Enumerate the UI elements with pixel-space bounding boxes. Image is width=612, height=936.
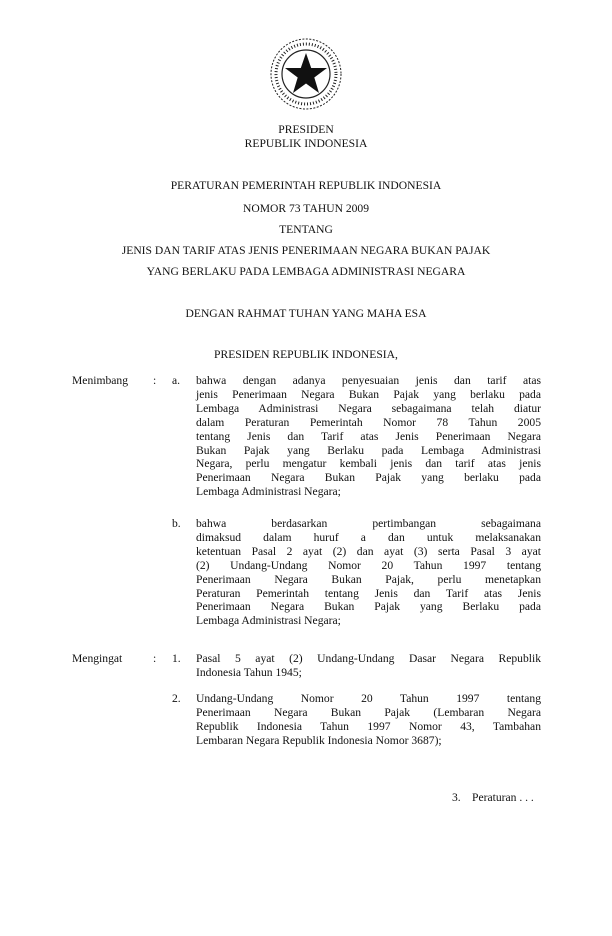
text-line: Penerimaan Negara Bukan Pajak, perlu menetapkan: [196, 572, 541, 586]
text-line: Lembaga Administrasi Negara;: [196, 614, 341, 628]
text-line: Bukan Pajak yang Berlaku pada Lembaga Administrasi: [196, 443, 541, 457]
text-line: Penerimaan Negara Bukan Pajak yang berlaku pada: [196, 471, 541, 485]
menimbang-label: Menimbang: [72, 374, 129, 387]
text-line: Peraturan Pemerintah tentang Jenis dan Tarif atas Jenis: [196, 586, 541, 600]
item-marker: 2.: [172, 692, 181, 705]
text-line: Lembaga Administrasi Negara;: [196, 485, 341, 499]
preamble: DENGAN RAHMAT TUHAN YANG MAHA ESA: [185, 307, 427, 320]
title-regulation: PERATURAN PEMERINTAH REPUBLIK INDONESIA: [170, 179, 442, 192]
mengingat-item-2: [196, 692, 541, 748]
text-line: Pasal 5 ayat (2) Undang-Undang Dasar Negara Republik: [196, 652, 541, 665]
text-line: Lembaga Administrasi Negara sebagaimana telah diatur: [196, 401, 541, 415]
text-line: Penerimaan Negara Bukan Pajak yang Berlaku pada: [196, 600, 541, 614]
garuda-emblem-icon: [268, 36, 344, 112]
text-line: tentang Jenis dan Tarif atas Jenis Penerimaan Negara: [196, 429, 541, 443]
text-line: ketentuan Pasal 2 ayat (2) dan ayat (3) serta Pasal 3 ayat: [196, 544, 541, 558]
title-about: TENTANG: [279, 223, 333, 236]
title-number: NOMOR 73 TAHUN 2009: [242, 202, 370, 215]
item-marker: 1.: [172, 652, 181, 665]
text-line: (2) Undang-Undang Nomor 20 Tahun 1997 tentang: [196, 558, 541, 572]
text-line: Penerimaan Negara Bukan Pajak (Lembaran Negara: [196, 705, 541, 719]
text-line: Indonesia Tahun 1945;: [196, 665, 302, 679]
text-line: jenis Penerimaan Negara Bukan Pajak yang berlaku pada: [196, 387, 541, 401]
header-president: PRESIDEN: [278, 123, 334, 136]
item-marker: a.: [172, 374, 181, 387]
text-line: bahwa dengan adanya penyesuaian jenis dan tarif atas: [196, 374, 541, 387]
president-heading: PRESIDEN REPUBLIK INDONESIA,: [214, 348, 398, 361]
text-line: dalam Peraturan Pemerintah Nomor 78 Tahun 2005: [196, 415, 541, 429]
title-subject-2: YANG BERLAKU PADA LEMBAGA ADMINISTRASI NEGARA: [146, 265, 466, 278]
text-line: Undang-Undang Nomor 20 Tahun 1997 tentang: [196, 692, 541, 705]
header-republic: REPUBLIK INDONESIA: [244, 137, 368, 150]
text-line: Negara, perlu mengatur kembali jenis dan tarif atas jenis: [196, 457, 541, 471]
text-line: Lembaran Negara Republik Indonesia Nomor 3687);: [196, 733, 442, 747]
item-marker: b.: [172, 517, 181, 530]
text-line: bahwa berdasarkan pertimbangan sebagaimana: [196, 517, 541, 530]
continuation-marker: 3.: [452, 791, 461, 804]
mengingat-item-1: [196, 652, 541, 680]
mengingat-label: Mengingat: [72, 652, 123, 665]
menimbang-item-a: [196, 374, 541, 499]
text-line: Republik Indonesia Tahun 1997 Nomor 43, Tambahan: [196, 719, 541, 733]
mengingat-colon: :: [153, 652, 157, 665]
text-line: dimaksud dalam huruf a dan untuk melaksanakan: [196, 530, 541, 544]
continuation-text: Peraturan . . .: [472, 791, 534, 804]
title-subject-1: JENIS DAN TARIF ATAS JENIS PENERIMAAN NEGARA BUKAN PAJAK: [121, 244, 491, 257]
menimbang-colon: :: [153, 374, 157, 387]
menimbang-item-b: [196, 517, 541, 628]
